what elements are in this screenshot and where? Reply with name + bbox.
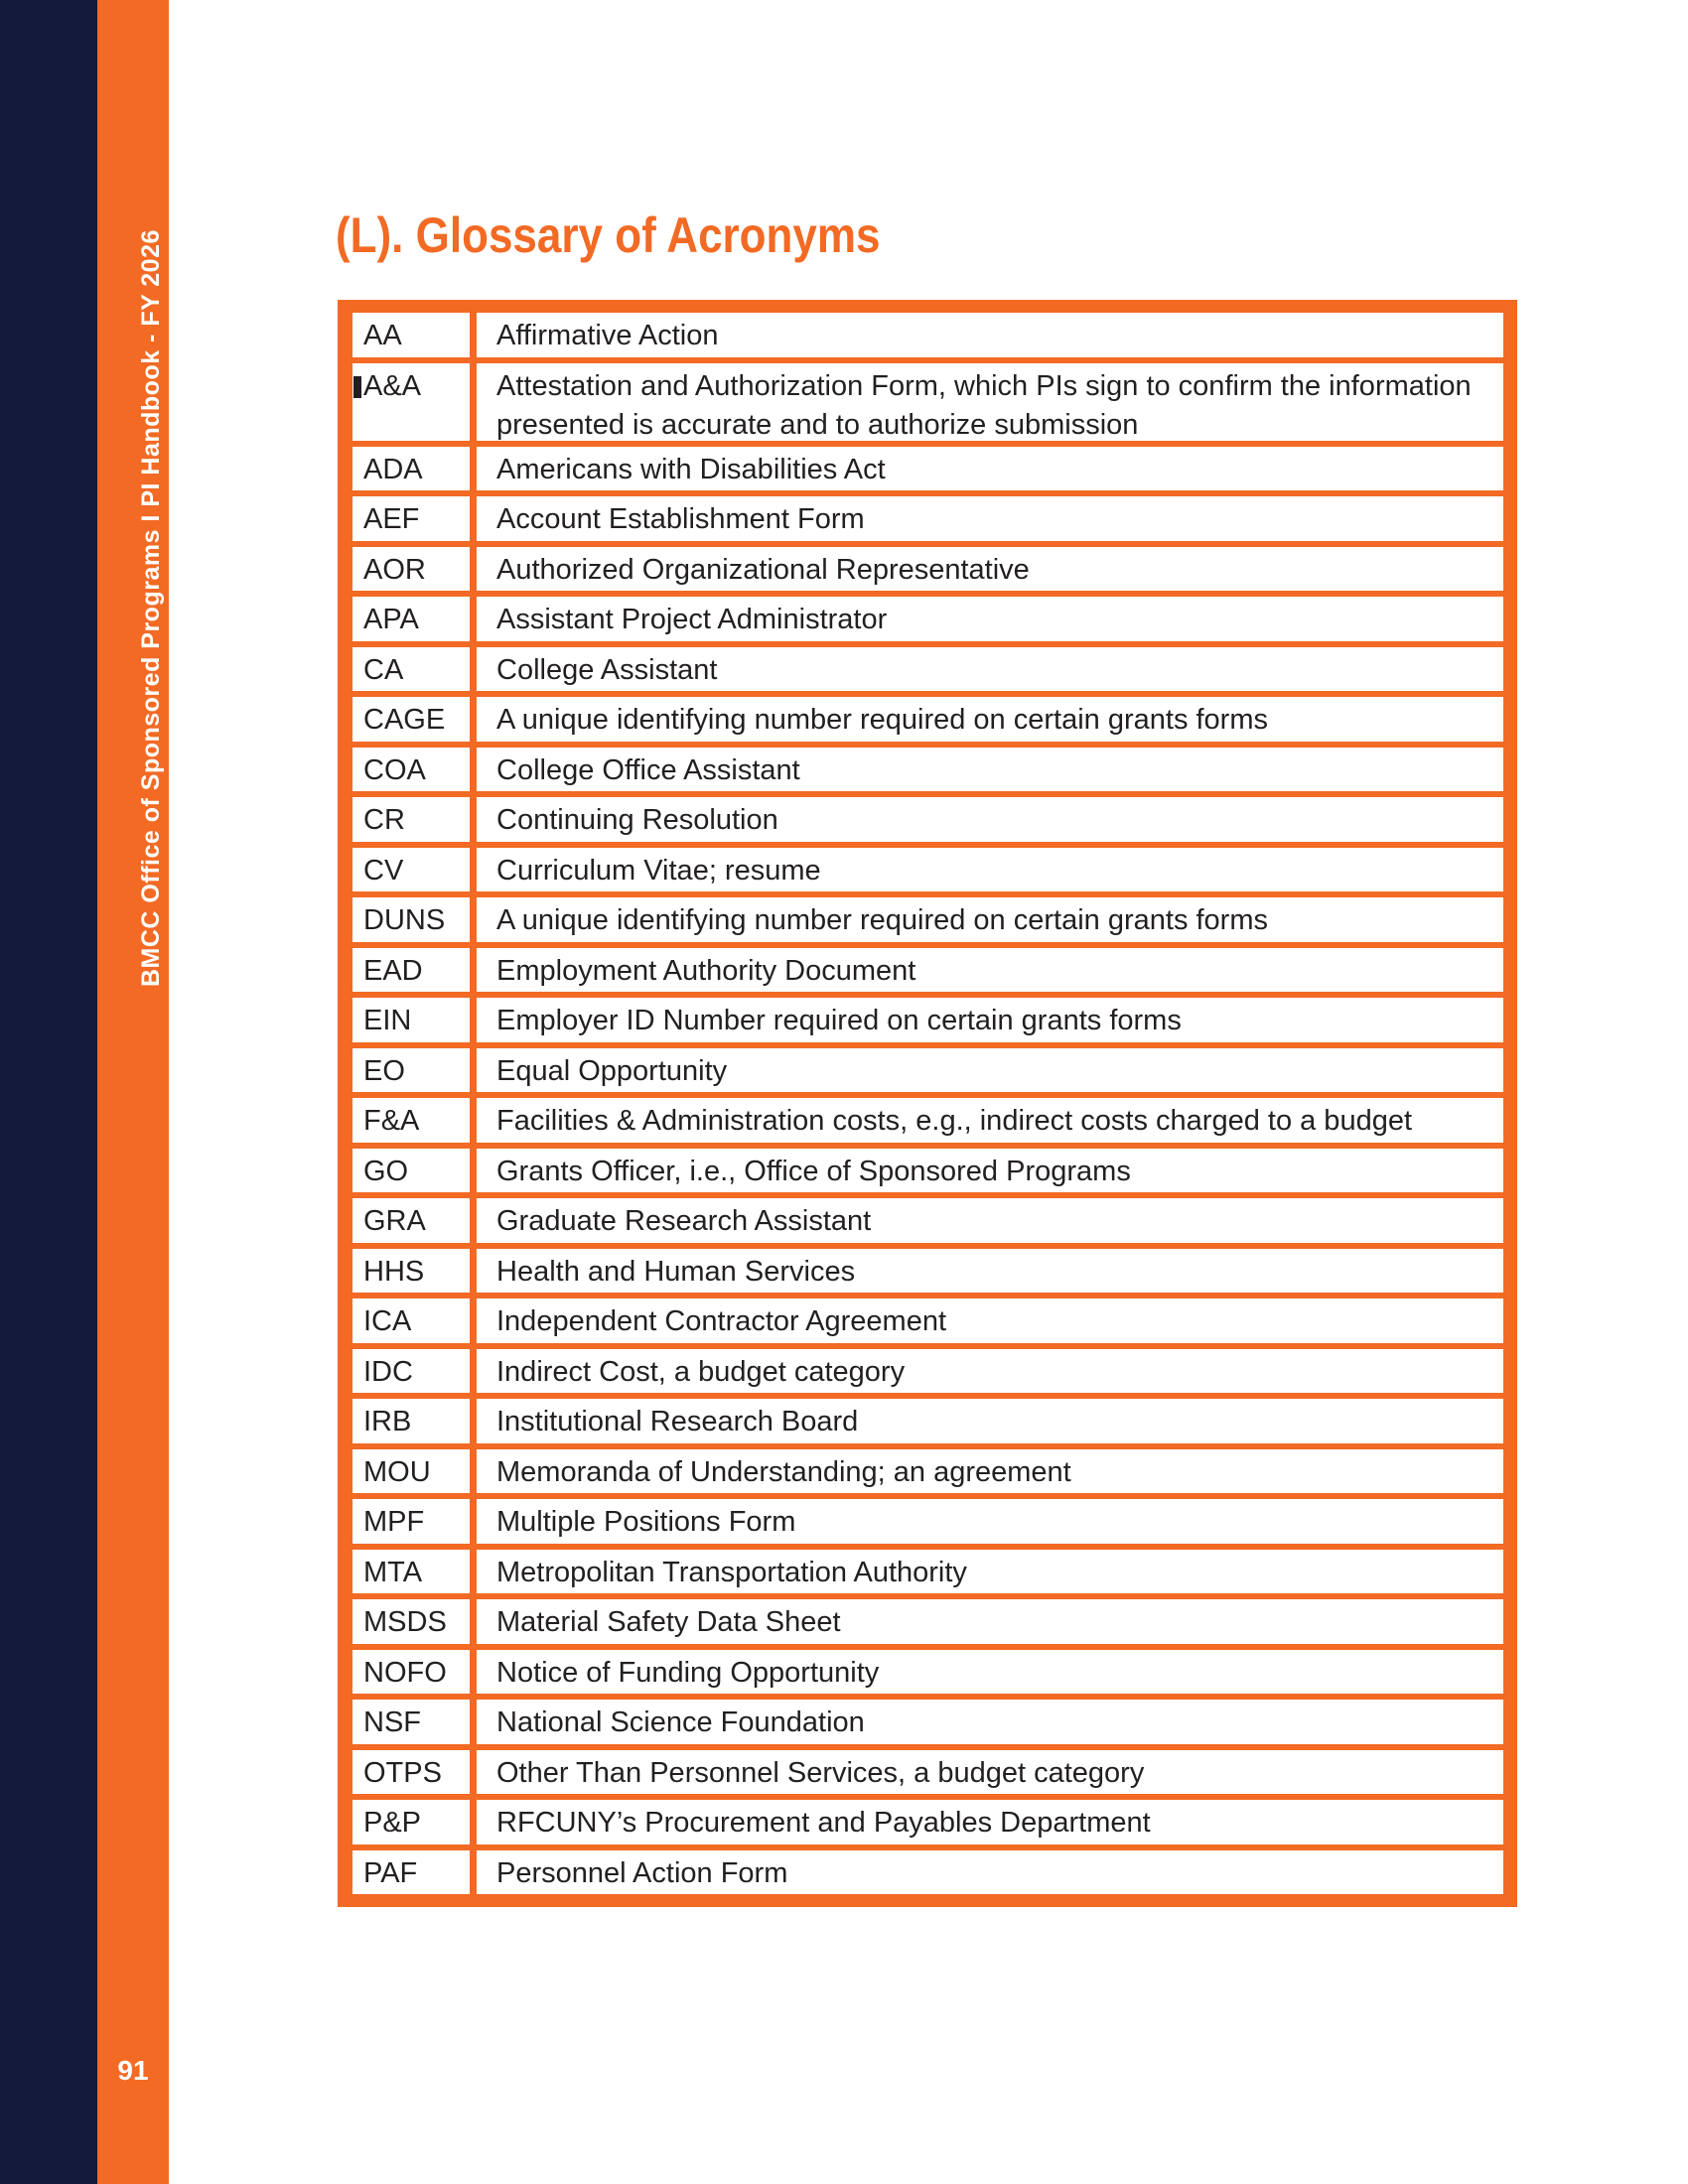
definition-cell: Graduate Research Assistant — [477, 1198, 1503, 1243]
glossary-row — [345, 797, 1510, 842]
glossary-row — [345, 1048, 1510, 1093]
acronym-cell: MTA — [352, 1550, 470, 1594]
definition-cell: College Office Assistant — [477, 748, 1503, 792]
acronym-cell: P&P — [352, 1800, 470, 1844]
acronym-cell: GRA — [352, 1198, 470, 1243]
acronym-cell: ICA — [352, 1298, 470, 1343]
acronym-cell: NSF — [352, 1700, 470, 1744]
acronym-cell: NOFO — [352, 1650, 470, 1695]
running-header: BMCC Office of Sponsored Programs I PI Handbook - FY 2026 — [137, 229, 165, 987]
acronym-cell: EAD — [352, 948, 470, 993]
definition-cell: Health and Human Services — [477, 1249, 1503, 1294]
glossary-row — [345, 897, 1510, 942]
page-number: 91 — [117, 2055, 149, 2086]
acronym-cell: COA — [352, 748, 470, 792]
glossary-row — [345, 1750, 1510, 1795]
definition-cell: Institutional Research Board — [477, 1399, 1503, 1443]
acronym-cell: IDC — [352, 1349, 470, 1394]
glossary-row — [345, 848, 1510, 892]
definition-cell: Attestation and Authorization Form, which PIs sign to confirm the information presented is accurate and to authorize submission — [477, 363, 1503, 441]
acronym-cell: MPF — [352, 1499, 470, 1544]
definition-cell: A unique identifying number required on certain grants forms — [477, 897, 1503, 942]
acronym-cell: DUNS — [352, 897, 470, 942]
acronym-cell: IRB — [352, 1399, 470, 1443]
definition-cell: Facilities & Administration costs, e.g., indirect costs charged to a budget — [477, 1098, 1503, 1143]
acronym-cell: AA — [352, 313, 470, 357]
acronym-cell: CR — [352, 797, 470, 842]
definition-cell: Memoranda of Understanding; an agreement — [477, 1449, 1503, 1494]
acronym-cell: PAF — [352, 1850, 470, 1895]
glossary-row — [345, 948, 1510, 993]
acronym-cell: F&A — [352, 1098, 470, 1143]
definition-cell: Continuing Resolution — [477, 797, 1503, 842]
left-navy-band — [0, 0, 97, 2184]
glossary-row — [345, 1399, 1510, 1443]
definition-cell: Notice of Funding Opportunity — [477, 1650, 1503, 1695]
definition-cell: Independent Contractor Agreement — [477, 1298, 1503, 1343]
glossary-row — [345, 1298, 1510, 1343]
definition-cell: RFCUNY’s Procurement and Payables Department — [477, 1800, 1503, 1844]
page-title: (L). Glossary of Acronyms — [336, 207, 881, 263]
glossary-row — [345, 1850, 1510, 1895]
definition-cell: College Assistant — [477, 647, 1503, 692]
acronym-cell: ADA — [352, 447, 470, 491]
acronym-cell: CA — [352, 647, 470, 692]
glossary-row — [345, 1599, 1510, 1644]
glossary-row — [345, 1650, 1510, 1695]
definition-cell: A unique identifying number required on certain grants forms — [477, 697, 1503, 742]
acronym-cell: GO — [352, 1149, 470, 1193]
definition-cell: Employer ID Number required on certain grants forms — [477, 998, 1503, 1042]
definition-cell: Indirect Cost, a budget category — [477, 1349, 1503, 1394]
acronym-cell: CV — [352, 848, 470, 892]
definition-cell: Assistant Project Administrator — [477, 597, 1503, 641]
glossary-row — [345, 1098, 1510, 1143]
acronym-cell: MOU — [352, 1449, 470, 1494]
definition-cell: Metropolitan Transportation Authority — [477, 1550, 1503, 1594]
acronym-cell: HHS — [352, 1249, 470, 1294]
glossary-row — [345, 1800, 1510, 1844]
glossary-row — [345, 748, 1510, 792]
glossary-row — [345, 1550, 1510, 1594]
definition-cell: Americans with Disabilities Act — [477, 447, 1503, 491]
definition-cell: Other Than Personnel Services, a budget category — [477, 1750, 1503, 1795]
glossary-row — [345, 1449, 1510, 1494]
definition-cell: Account Establishment Form — [477, 496, 1503, 541]
definition-cell: Grants Officer, i.e., Office of Sponsored Programs — [477, 1149, 1503, 1193]
glossary-row — [345, 597, 1510, 641]
glossary-row — [345, 313, 1510, 357]
glossary-row — [345, 496, 1510, 541]
glossary-row — [345, 1149, 1510, 1193]
acronym-cell: MSDS — [352, 1599, 470, 1644]
definition-cell: National Science Foundation — [477, 1700, 1503, 1744]
acronym-cell: OTPS — [352, 1750, 470, 1795]
glossary-row — [345, 1499, 1510, 1544]
glossary-row — [345, 547, 1510, 592]
definition-cell: Authorized Organizational Representative — [477, 547, 1503, 592]
text-cursor-marker — [353, 376, 361, 398]
definition-cell: Personnel Action Form — [477, 1850, 1503, 1895]
definition-cell: Equal Opportunity — [477, 1048, 1503, 1093]
glossary-table — [338, 300, 1517, 1907]
definition-cell: Employment Authority Document — [477, 948, 1503, 993]
acronym-cell: EO — [352, 1048, 470, 1093]
acronym-cell — [352, 363, 470, 441]
glossary-row — [345, 1700, 1510, 1744]
glossary-row — [345, 363, 1510, 441]
definition-cell: Curriculum Vitae; resume — [477, 848, 1503, 892]
acronym-cell: AEF — [352, 496, 470, 541]
glossary-row — [345, 1198, 1510, 1243]
definition-cell: Material Safety Data Sheet — [477, 1599, 1503, 1644]
acronym-cell: EIN — [352, 998, 470, 1042]
acronym-cell: CAGE — [352, 697, 470, 742]
glossary-row — [345, 1349, 1510, 1394]
definition-cell: Multiple Positions Form — [477, 1499, 1503, 1544]
glossary-row — [345, 998, 1510, 1042]
glossary-row — [345, 1249, 1510, 1294]
definition-cell: Affirmative Action — [477, 313, 1503, 357]
acronym-text: A&A — [363, 369, 422, 402]
glossary-row — [345, 697, 1510, 742]
glossary-row — [345, 447, 1510, 491]
acronym-cell: AOR — [352, 547, 470, 592]
acronym-cell: APA — [352, 597, 470, 641]
glossary-row — [345, 647, 1510, 692]
